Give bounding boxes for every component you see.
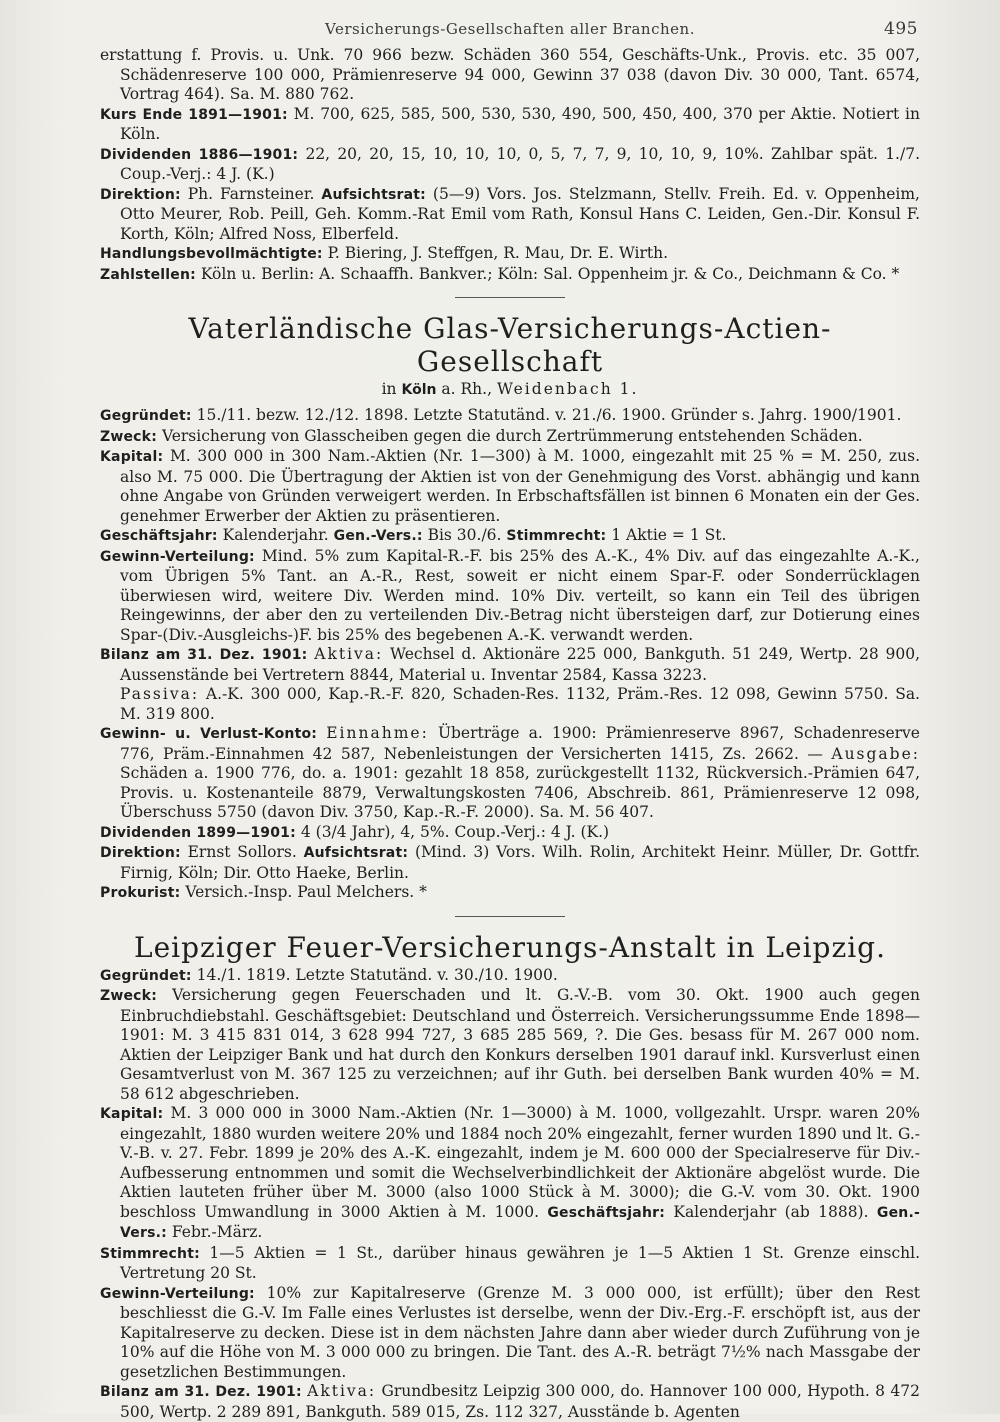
label-stimmrecht: Stimmrecht:	[506, 528, 606, 544]
paragraph-passiva	[100, 685, 920, 724]
label-bilanz: Bilanz am 31. Dez. 1901:	[100, 647, 307, 663]
paragraph-stimmrecht	[100, 1244, 920, 1284]
label-aufsichtsrat: Aufsichtsrat:	[321, 187, 426, 203]
text-gewinn-verteilung: Mind. 5% zum Kapital-R.-F. bis 25% des A.-K., 4% Div. auf das eingezahlte A.-K., vom Übrigen 5% Tant. an A.-R., Rest, soweit er nicht einem Spar-F. oder Sonderrücklagen überwiesen wird, weitere Div. Werden mind. 10% Div. verteilt, so kann ein Teil des übrigen Reingewinns, der aber den zu verteilenden Div.-Betrag nicht übersteigen darf, zur Dotierung eines Spar-(Div.-Ausgleichs-)F. bis 25% des begebenen A.-K. verwandt werden.	[120, 547, 920, 644]
paragraph-gewinn-verlust-konto	[100, 724, 920, 823]
running-title: Versicherungs-Gesellschaften aller Branchen.	[325, 20, 695, 38]
paragraph-kurs	[100, 105, 920, 145]
text-gen-vers: Febr.-März.	[172, 1223, 263, 1241]
text-aktiva: Grundbesitz Leipzig 300 000, do. Hannover 100 000, Hypoth. 8 472 500, Wertp. 2 289 891, Bankguth. 589 015, Zs. 112 327, Ausstände b. Agenten	[120, 1382, 920, 1421]
label-gewinn-verteilung: Gewinn-Verteilung:	[100, 1286, 255, 1302]
label-kapital: Kapital:	[100, 449, 163, 465]
label-dividenden: Dividenden 1899—1901:	[100, 825, 296, 841]
label-gewinn-verlust-konto: Gewinn- u. Verlust-Konto:	[100, 726, 317, 742]
paragraph-handlungsbevollmaechtigte	[100, 244, 920, 265]
paragraph-dividenden	[100, 145, 920, 185]
paragraph-zweck	[100, 986, 920, 1104]
paragraph-bilanz	[100, 645, 920, 685]
label-aufsichtsrat: Aufsichtsrat:	[304, 845, 409, 861]
location-street: Weidenbach 1.	[497, 380, 638, 398]
label-einnahme: Einnahme:	[326, 724, 429, 742]
text-handlungsbevollmaechtigte: P. Biering, J. Steffgen, R. Mau, Dr. E. Wirth.	[328, 244, 668, 262]
label-ausgabe: Ausgabe:	[831, 745, 920, 763]
label-gegruendet: Gegründet:	[100, 968, 192, 984]
text-zahlstellen: Köln u. Berlin: A. Schaaffh. Bankver.; Köln: Sal. Oppenheim jr. & Co., Deichmann & Co. *	[201, 265, 899, 283]
paragraph-gewinn-verteilung	[100, 547, 920, 646]
text-gegruendet: 14./1. 1819. Letzte Statutänd. v. 30./10. 1900.	[197, 966, 558, 984]
label-gewinn-verteilung: Gewinn-Verteilung:	[100, 549, 255, 565]
text-gewinn-verteilung: 10% zur Kapitalreserve (Grenze M. 3 000 000, ist erfüllt); über den Rest beschliesst die G.-V. Im Falle eines Verlustes ist derselbe, wenn der Div.-Erg.-F. erschöpft ist, aus der Kapitalreserve zu decken. Diese ist in dem nächsten Jahre dann aber wieder durch Zuführung von je 10% auf die Höhe von M. 3 000 000 zu bringen. Die Tant. des A.-R. beträgt 7½% nach Massgabe der gesetzlichen Bestimmungen.	[120, 1284, 920, 1381]
text-gegruendet: 15./11. bezw. 12./12. 1898. Letzte Statutänd. v. 21./6. 1900. Gründer s. Jahrg. 1900/1901.	[197, 406, 902, 424]
label-zahlstellen: Zahlstellen:	[100, 267, 196, 283]
text-einnahme: Überträge a. 1900: Prämienreserve 8967, Schadenreserve 776, Präm.-Einnahmen 42 587, Nebenleistungen der Versicherten 1415, Zs. 2662. —	[120, 724, 920, 763]
paragraph-text: erstattung f. Provis. u. Unk. 70 966 bezw. Schäden 360 554, Geschäfts-Unk., Provis. etc. 35 007, Schädenreserve 100 000, Prämienreserve 94 000, Gewinn 37 038 (davon Div. 30 000, Tant. 6574, Vortrag 464). Sa. M. 880 762.	[100, 46, 920, 103]
company-title: Vaterländische Glas-Versicherungs-Actien-Gesellschaft	[100, 312, 920, 378]
label-gen-vers: Gen.-Vers.:	[120, 1205, 920, 1242]
label-prokurist: Prokurist:	[100, 885, 180, 901]
label-passiva: Passiva:	[120, 685, 199, 703]
location-rest: a. Rh.,	[441, 380, 492, 398]
paragraph-bilanz	[100, 1382, 920, 1422]
location-city: Köln	[401, 382, 436, 398]
company-title: Leipziger Feuer-Versicherungs-Anstalt in Leipzig.	[100, 931, 920, 964]
paragraph-kapital	[100, 1104, 920, 1244]
paragraph-dividenden	[100, 823, 920, 844]
paragraph-balance-continued	[100, 46, 920, 105]
text-stimmrecht: 1—5 Aktien = 1 St., darüber hinaus gewähren je 1—5 Aktien 1 St. Grenze einschl. Vertretung 20 St.	[120, 1244, 920, 1283]
label-geschaeftsjahr: Geschäftsjahr:	[100, 528, 218, 544]
text-kurs: M. 700, 625, 585, 500, 530, 530, 490, 500, 450, 400, 370 per Aktie. Notiert in Köln.	[120, 105, 920, 144]
label-kapital: Kapital:	[100, 1106, 163, 1122]
text-dividenden: 22, 20, 20, 15, 10, 10, 10, 0, 5, 7, 7, 9, 10, 10, 9, 10%. Zahlbar spät. 1./7. Coup.-Verj.: 4 J. (K.)	[120, 145, 920, 184]
label-kurs: Kurs Ende 1891—1901:	[100, 107, 288, 123]
paragraph-geschaeftsjahr	[100, 526, 920, 547]
running-header	[100, 12, 920, 46]
text-kapital: M. 300 000 in 300 Nam.-Aktien (Nr. 1—300) à M. 1000, eingezahlt mit 25 % = M. 250, zus. also M. 75 000. Die Übertragung der Aktien ist von der Genehmigung des Vorst. abhängig und kann ohne Angabe von Gründen verweigert werden. In Erbschaftsfällen ist binnen 6 Monaten ein der Ges. genehmer Erwerber der Aktien zu präsentieren.	[120, 447, 920, 525]
entry-leipziger	[100, 931, 920, 1422]
paragraph-prokurist	[100, 883, 920, 904]
text-geschaeftsjahr: Kalenderjahr (ab 1888).	[673, 1203, 868, 1221]
label-aktiva: Aktiva:	[307, 1382, 376, 1400]
page-number: 495	[884, 12, 918, 46]
label-bilanz: Bilanz am 31. Dez. 1901:	[100, 1384, 302, 1400]
text-gen-vers: Bis 30./6.	[428, 526, 502, 544]
paragraph-direktion	[100, 843, 920, 883]
paragraph-gegruendet	[100, 406, 920, 427]
text-kapital: M. 3 000 000 in 3000 Nam.-Aktien (Nr. 1—3000) à M. 1000, vollgezahlt. Urspr. waren 20% eingezahlt, 1880 wurden weitere 20% und 1884 noch 20% eingezahlt, ferner wurden 1890 und lt. G.-V.-B. v. 27. Febr. 1899 je 20% des A.-K. eingezahlt, indem je M. 600 000 der Specialreserve für Div.-Aufbesserung entnommen und somit die Wechselverbindlichkeit der Aktionäre abgelöst wurde. Die Aktien lauteten früher über M. 3000 (also 1000 Stück à M. 3000); die G.-V. vom 30. Okt. 1900 beschloss Umwandlung in 3000 Aktien à M. 1000.	[120, 1104, 920, 1221]
text-prokurist: Versich.-Insp. Paul Melchers. *	[185, 883, 427, 901]
paragraph-gegruendet	[100, 966, 920, 987]
entry-continued	[100, 46, 920, 285]
label-zweck: Zweck:	[100, 988, 157, 1004]
company-location	[100, 380, 920, 398]
text-stimmrecht: 1 Aktie = 1 St.	[611, 526, 726, 544]
entry-vaterlaendische	[100, 312, 920, 904]
text-aktiva: Wechsel d. Aktionäre 225 000, Bankguth. 51 249, Wertp. 28 900, Aussenstände bei Vertretern 8844, Material u. Inventar 2584, Kassa 3223.	[120, 645, 920, 684]
text-aufsichtsrat: (Mind. 3) Vors. Wilh. Rolin, Architekt Heinr. Müller, Dr. Gottfr. Firnig, Köln; Dir. Otto Haeke, Berlin.	[120, 843, 920, 882]
text-ausgabe: Schäden a. 1900 776, do. a. 1901: gezahlt 18 858, zurückgestellt 1132, Rückversich.-Prämien 647, Provis. u. Kostenanteile 8879, Verwaltungskosten 7406, Abschreib. 861, Prämienreserve 12 098, Überschuss 5750 (davon Div. 3750, Kap.-R.-F. 2000). Sa. M. 56 407.	[120, 764, 920, 821]
text-aufsichtsrat: (5—9) Vors. Jos. Stelzmann, Stellv. Freih. Ed. v. Oppenheim, Otto Meurer, Rob. Peill, Geh. Komm.-Rat Emil vom Rath, Konsul Hans C. Leiden, Gen.-Dir. Konsul F. Korth, Köln; Alfred Noss, Elberfeld.	[120, 185, 920, 243]
label-gegruendet: Gegründet:	[100, 408, 192, 424]
text-direktion: Ernst Sollors.	[188, 843, 297, 861]
label-handlungsbevollmaechtigte: Handlungsbevollmächtigte:	[100, 246, 323, 262]
label-aktiva: Aktiva:	[314, 645, 383, 663]
text-zweck: Versicherung von Glasscheiben gegen die durch Zertrümmerung entstehenden Schäden.	[162, 427, 863, 445]
paragraph-zahlstellen	[100, 265, 920, 286]
label-gen-vers: Gen.-Vers.:	[334, 528, 423, 544]
label-geschaeftsjahr: Geschäftsjahr:	[547, 1205, 665, 1221]
label-zweck: Zweck:	[100, 429, 157, 445]
section-divider	[455, 916, 565, 917]
label-direktion: Direktion:	[100, 845, 181, 861]
paragraph-zweck	[100, 427, 920, 448]
text-passiva: A.-K. 300 000, Kap.-R.-F. 820, Schaden-Res. 1132, Präm.-Res. 12 098, Gewinn 5750. Sa. M. 319 800.	[120, 685, 920, 723]
label-stimmrecht: Stimmrecht:	[100, 1246, 200, 1262]
text-zweck: Versicherung gegen Feuerschaden und lt. G.-V.-B. vom 30. Okt. 1900 auch gegen Einbruchdiebstahl. Geschäftsgebiet: Deutschland und Österreich. Versicherungssumme Ende 1898—1901: M. 3 415 831 014, 3 628 994 727, 3 685 285 569, ?. Die Ges. besass für M. 267 000 nom. Aktien der Leipziger Bank und hat durch den Konkurs derselben 1901 darauf inkl. Kursverlust einen Gesamtverlust von M. 367 125 zu verzeichnen; auf ihr Guth. bei derselben Bank wurden 40% = M. 58 612 abgeschrieben.	[120, 986, 920, 1103]
text-direktion: Ph. Farnsteiner.	[188, 185, 315, 203]
location-prefix: in	[382, 380, 397, 398]
text-geschaeftsjahr: Kalenderjahr.	[223, 526, 329, 544]
paragraph-gewinn-verteilung	[100, 1284, 920, 1383]
label-dividenden: Dividenden 1886—1901:	[100, 147, 298, 163]
paragraph-kapital	[100, 447, 920, 526]
section-divider	[455, 297, 565, 298]
text-dividenden: 4 (3/4 Jahr), 4, 5%. Coup.-Verj.: 4 J. (K.)	[301, 823, 609, 841]
label-direktion: Direktion:	[100, 187, 181, 203]
paragraph-direktion	[100, 185, 920, 245]
